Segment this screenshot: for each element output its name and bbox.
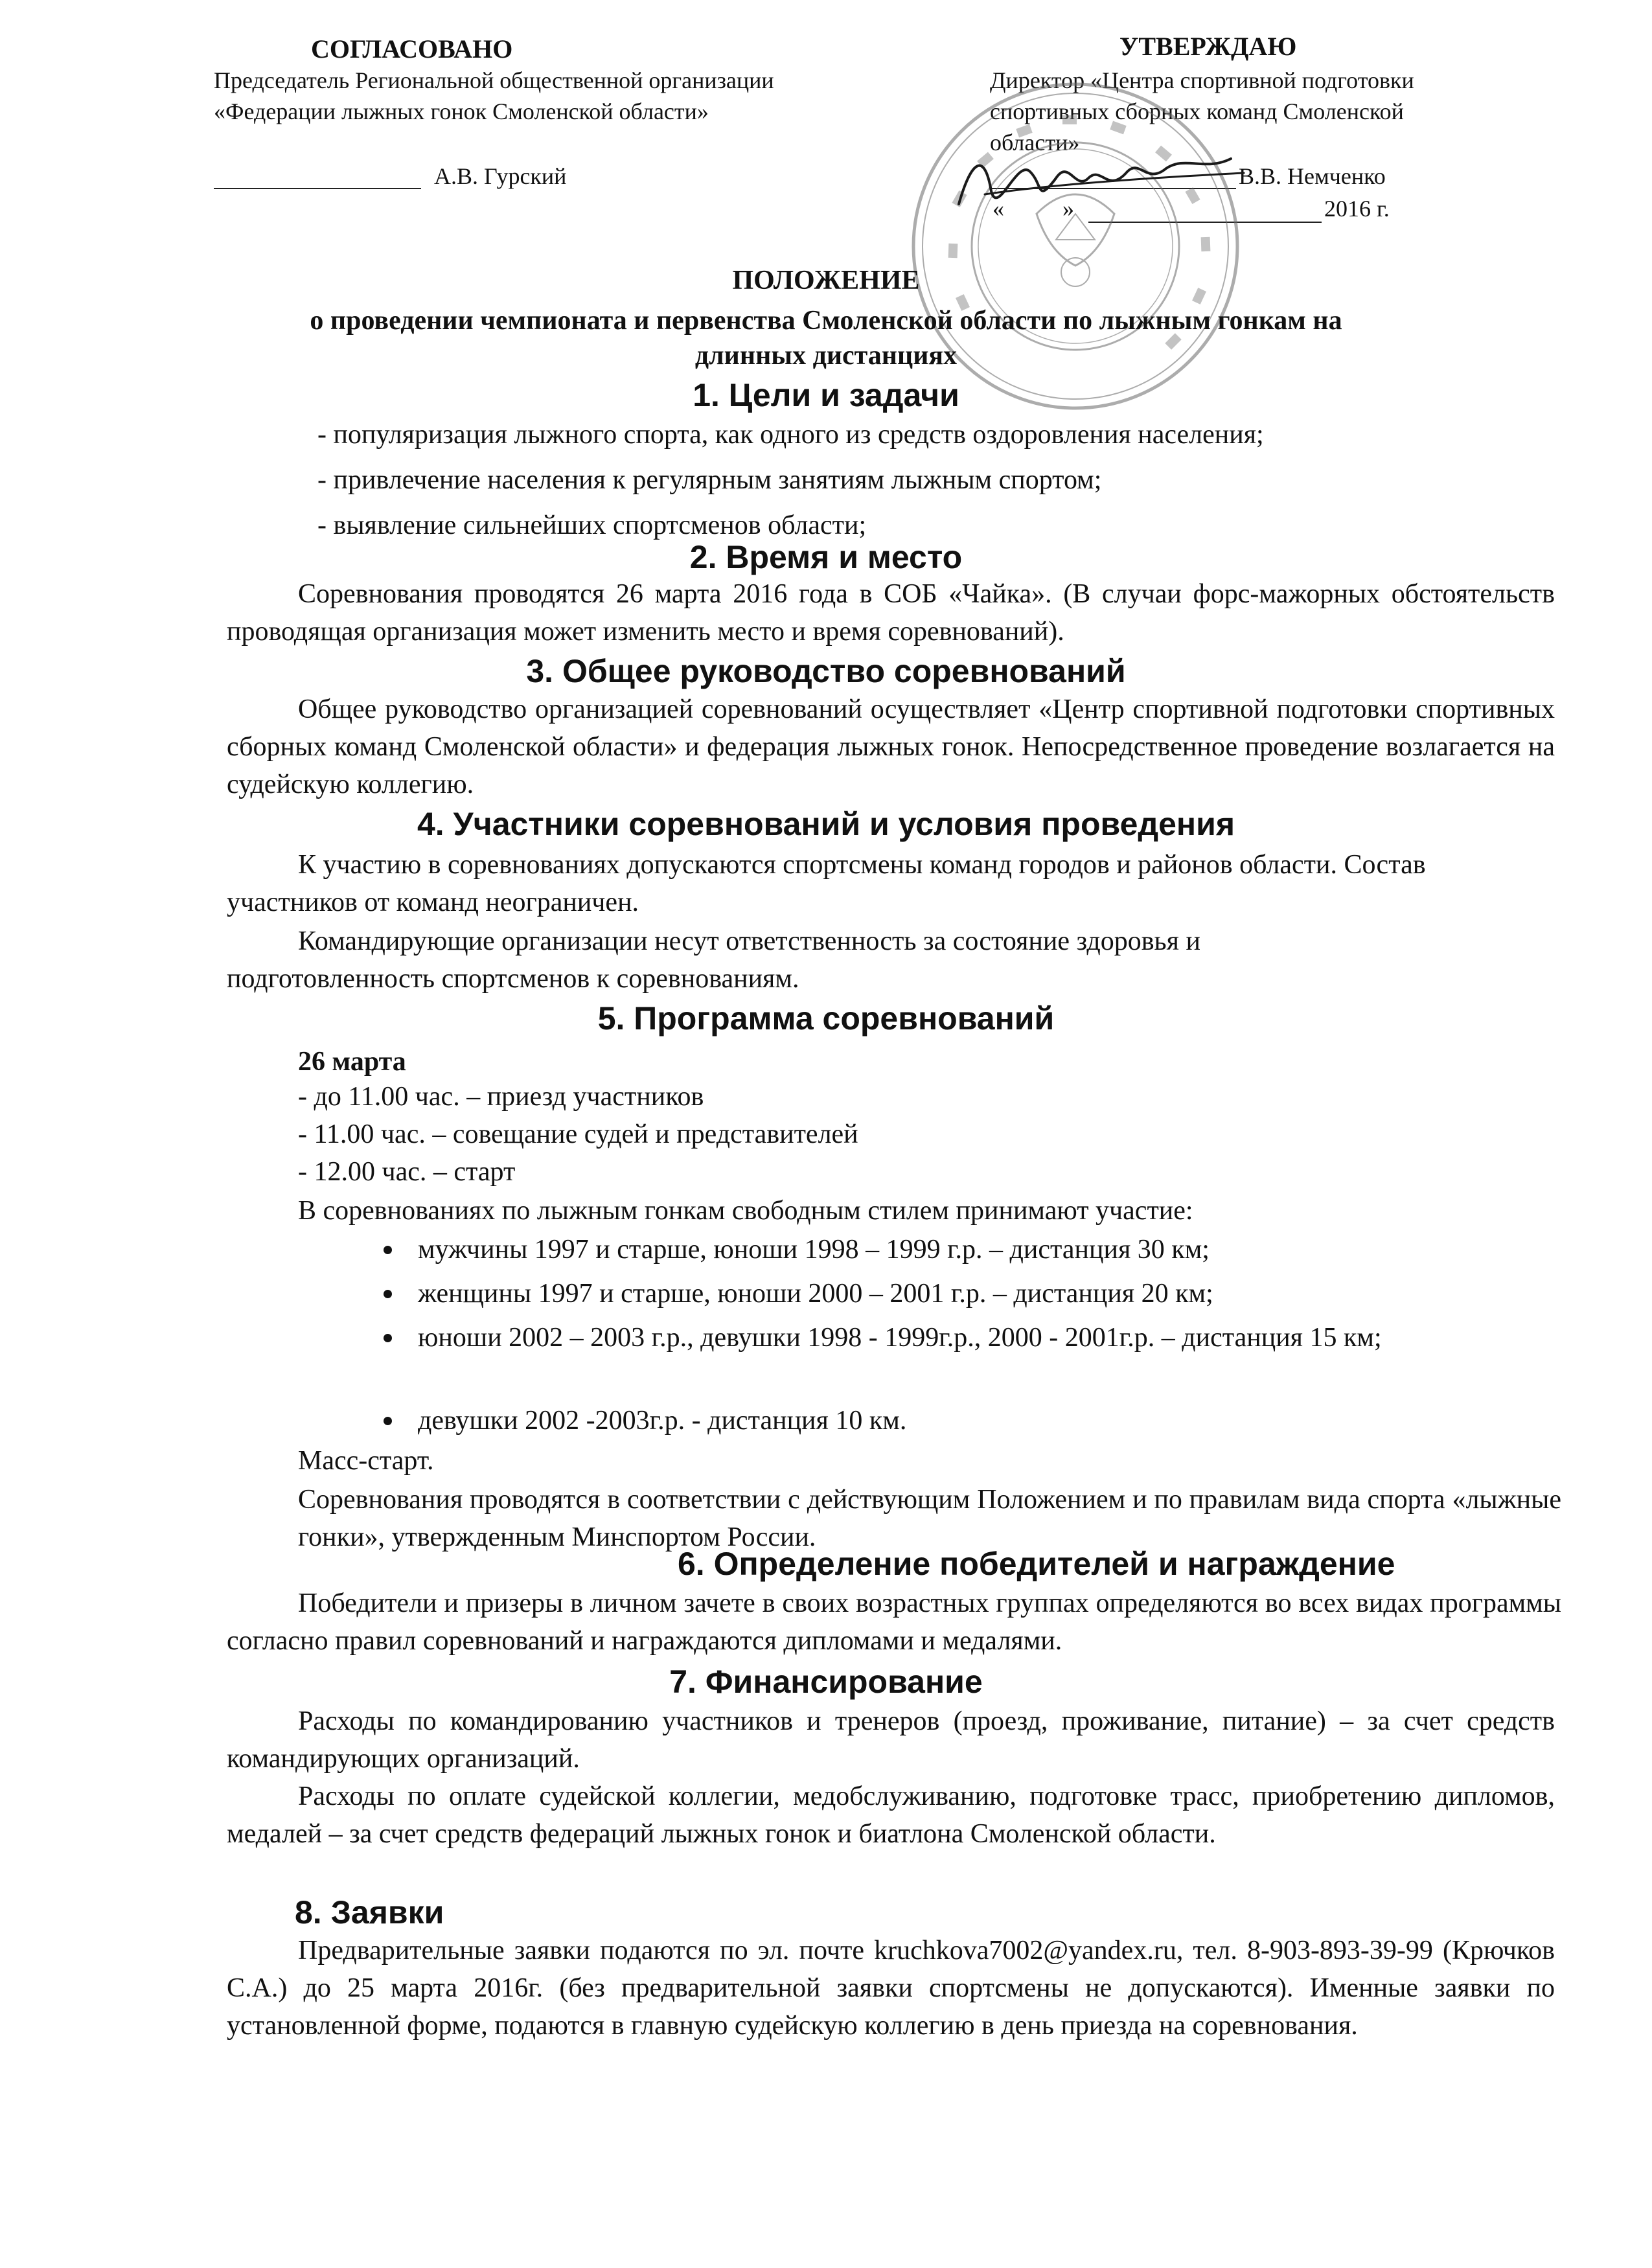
document-subtitle-line-1: о проведении чемпионата и первенства Смоленской области по лыжным гонкам на [310,306,1342,336]
age-group-item: мужчины 1997 и старше, юноши 1998 – 1999 г.р. – дистанция 30 км; [418,1235,1210,1265]
bullet-dot [384,1334,392,1342]
approve-title: УТВЕРЖДАЮ [1119,32,1297,61]
section-7-heading: 7. Финансирование [669,1664,983,1700]
mass-start-note: Масс-старт. [298,1446,434,1476]
agreed-title: СОГЛАСОВАНО [311,34,513,63]
section-4-text-2: Командирующие организации несут ответственность за состояние здоровья и подготовленность спортсменов к соревнованиям. [227,926,1200,994]
section-6-heading: 6. Определение победителей и награждение [678,1546,1395,1582]
goal-item: - привлечение населения к регулярным занятиям лыжным спортом; [317,465,1102,495]
section-4-heading: 4. Участники соревнований и условия проведения [417,806,1235,842]
section-6-text: Победители и призеры в личном зачете в своих возрастных группах определяются во всех видах программы согласно правил соревнований и награждаются дипломами и медалями. [227,1588,1561,1656]
schedule-item: - 12.00 час. – старт [298,1157,516,1187]
approve-date-close-quote: » [1062,196,1074,222]
approve-position-line-3: области» [990,130,1080,155]
program-rules-text: Соревнования проводятся в соответствии с действующим Положением и по правилам вида спорта «лыжные гонки», утвержденным Минспортом России. [298,1485,1561,1552]
approve-signer-name: В.В. Немченко [1239,163,1386,189]
bullet-dot [384,1417,392,1425]
agreed-position-line-1: Председатель Региональной общественной организации [214,67,774,93]
agreed-position-line-2: «Федерации лыжных гонок Смоленской области» [214,98,709,124]
approve-date-open-quote: « [992,196,1004,222]
section-5-heading: 5. Программа соревнований [597,1000,1055,1037]
section-8-text: Предварительные заявки подаются по эл. почте kruchkova7002@yandex.ru, тел. 8-903-893-39-99 (Крючков С.А.) до 25 марта 2016г. (без предварительной заявки спортсмены не допускаются). Именные заявки по установленной форме, подаются в главную судейскую коллегию в день приезда на соревнования. [227,1936,1555,2041]
goal-item: - популяризация лыжного спорта, как одного из средств оздоровления населения; [317,420,1264,450]
program-intro: В соревнованиях по лыжным гонкам свободным стилем принимают участие: [298,1196,1193,1226]
section-7-text-2: Расходы по оплате судейской коллегии, медобслуживанию, подготовке трасс, приобретению дипломов, медалей – за счет средств федераций лыжных гонок и биатлона Смоленской области. [227,1781,1555,1849]
schedule-item: - 11.00 час. – совещание судей и представителей [298,1119,858,1149]
approve-date-year: 2016 г. [1324,196,1390,222]
section-4-text-1: К участию в соревнованиях допускаются спортсмены команд городов и районов области. Состав участников от команд неограничен. [227,850,1426,917]
agreed-signer-name: А.В. Гурский [434,163,567,189]
section-1-heading: 1. Цели и задачи [693,377,959,413]
director-signature [946,133,1257,223]
schedule-item: - до 11.00 час. – приезд участников [298,1082,704,1112]
section-8-heading: 8. Заявки [295,1894,444,1930]
document-subtitle-line-2: длинных дистанциях [694,341,958,371]
approve-position-line-1: Директор «Центра спортивной подготовки [990,67,1414,93]
section-3-text: Общее руководство организацией соревнований осуществляет «Центр спортивной подготовки спортивных сборных команд Смоленской области» и федерация лыжных гонок. Непосредственное проведение возлагается на судейскую коллегию. [227,694,1555,799]
age-group-item: женщины 1997 и старше, юноши 2000 – 2001 г.р. – дистанция 20 км; [418,1279,1213,1309]
section-2-text: Соревнования проводятся 26 марта 2016 года в СОБ «Чайка». (В случаи форс-мажорных обстоятельств проводящая организация может изменить место и время соревнований). [227,579,1555,647]
section-7-text-1: Расходы по командированию участников и тренеров (проезд, проживание, питание) – за счет средств командирующих организаций. [227,1706,1555,1774]
bullet-dot [384,1290,392,1298]
section-3-heading: 3. Общее руководство соревнований [526,653,1126,689]
section-2-heading: 2. Время и место [689,539,963,575]
document-title: ПОЛОЖЕНИЕ [732,266,920,295]
agreed-signature-line [214,188,421,189]
program-date: 26 марта [298,1047,406,1077]
age-group-item: юноши 2002 – 2003 г.р., девушки 1998 - 1999г.р., 2000 - 2001г.р. – дистанция 15 км; [418,1323,1382,1353]
goal-item: - выявление сильнейших спортсменов области; [317,510,867,540]
approve-position-line-2: спортивных сборных команд Смоленской [990,98,1404,124]
bullet-dot [384,1246,392,1254]
age-group-item: девушки 2002 -2003г.р. - дистанция 10 км. [418,1406,907,1436]
